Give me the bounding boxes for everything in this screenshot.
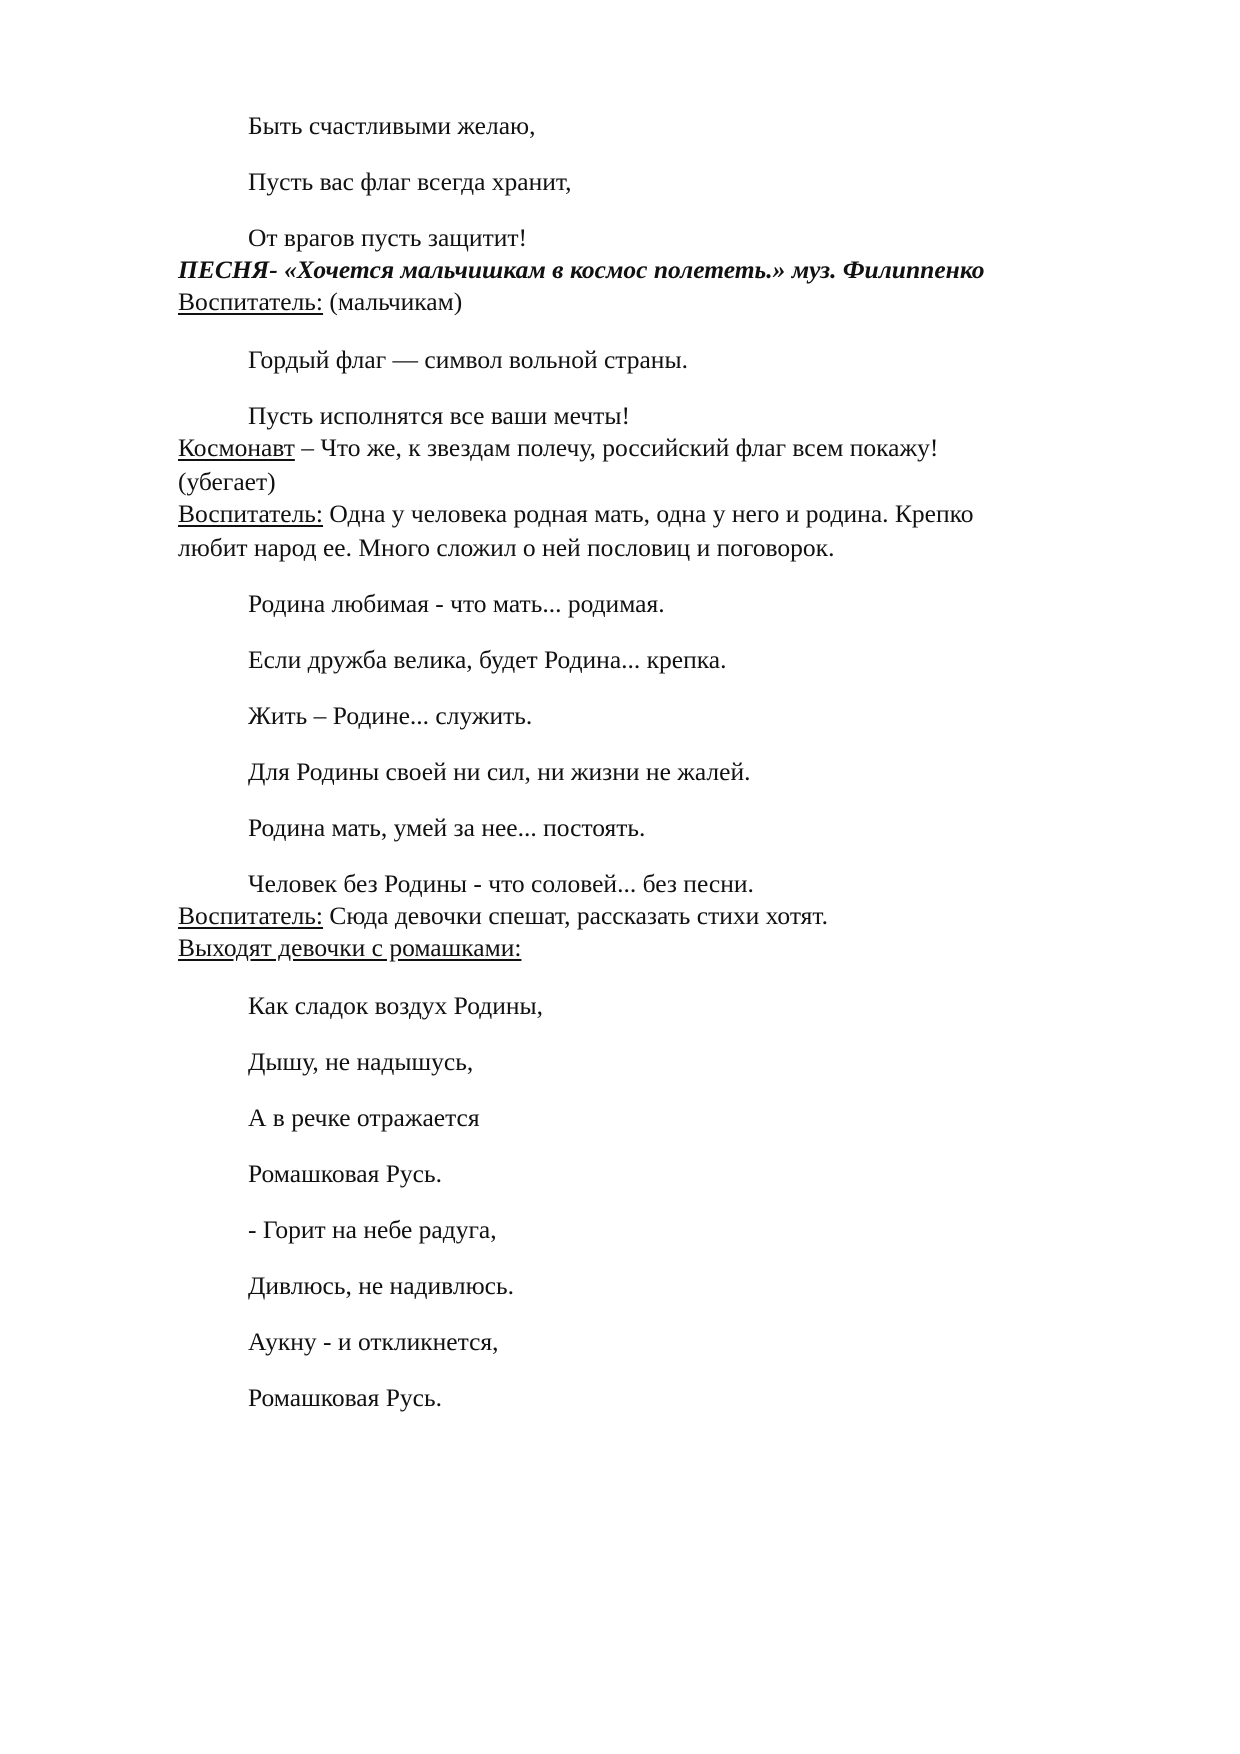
verse-line: Дивлюсь, не надивлюсь.	[248, 1271, 514, 1300]
dialogue-text: – Что же, к звездам полечу, российский флаг всем покажу!	[294, 433, 939, 462]
verse-line: Пусть исполнятся все ваши мечты!	[248, 401, 630, 430]
speaker-label: Воспитатель:	[178, 499, 324, 528]
speaker-label: Воспитатель:	[178, 901, 324, 930]
dialogue-line	[178, 284, 462, 320]
verse-line: Пусть вас флаг всегда хранит,	[248, 167, 572, 196]
dialogue-line	[178, 430, 938, 466]
verse-line: - Горит на небе радуга,	[248, 1215, 497, 1244]
dialogue-line: любит народ ее. Много сложил о ней пословиц и поговорок.	[178, 533, 835, 562]
proverb-line: Если дружба велика, будет Родина... крепка.	[248, 645, 727, 674]
verse-line: А в речке отражается	[248, 1103, 480, 1132]
dialogue-line	[178, 898, 828, 934]
dialogue-text: Одна у человека родная мать, одна у него и родина. Крепко	[323, 499, 974, 528]
proverb-line: Для Родины своей ни сил, ни жизни не жалей.	[248, 757, 751, 786]
verse-line: Гордый флаг — символ вольной страны.	[248, 345, 688, 374]
verse-line: Как сладок воздух Родины,	[248, 991, 544, 1020]
dialogue-text: Сюда девочки спешат, рассказать стихи хотят.	[323, 901, 828, 930]
dialogue-text: (мальчикам)	[323, 287, 463, 316]
speaker-label: Воспитатель:	[178, 287, 324, 316]
proverb-line: Родина мать, умей за нее... постоять.	[248, 813, 646, 842]
stage-direction: Выходят девочки с ромашками:	[178, 933, 522, 962]
dialogue-line	[178, 496, 973, 532]
verse-line: Быть счастливыми желаю,	[248, 111, 536, 140]
song-title: ПЕСНЯ- «Хочется мальчишкам в космос полететь.» муз. Филиппенко	[178, 255, 985, 284]
verse-line: Ромашковая Русь.	[248, 1159, 442, 1188]
verse-line: Дышу, не надышусь,	[248, 1047, 474, 1076]
speaker-label: Космонавт	[178, 433, 295, 462]
verse-line: Аукну - и откликнется,	[248, 1327, 499, 1356]
verse-line: От врагов пусть защитит!	[248, 223, 527, 252]
proverb-line: Человек без Родины - что соловей... без песни.	[248, 869, 754, 898]
dialogue-line: (убегает)	[178, 467, 276, 496]
verse-line: Ромашковая Русь.	[248, 1383, 442, 1412]
proverb-line: Жить – Родине... служить.	[248, 701, 533, 730]
proverb-line: Родина любимая - что мать... родимая.	[248, 589, 665, 618]
